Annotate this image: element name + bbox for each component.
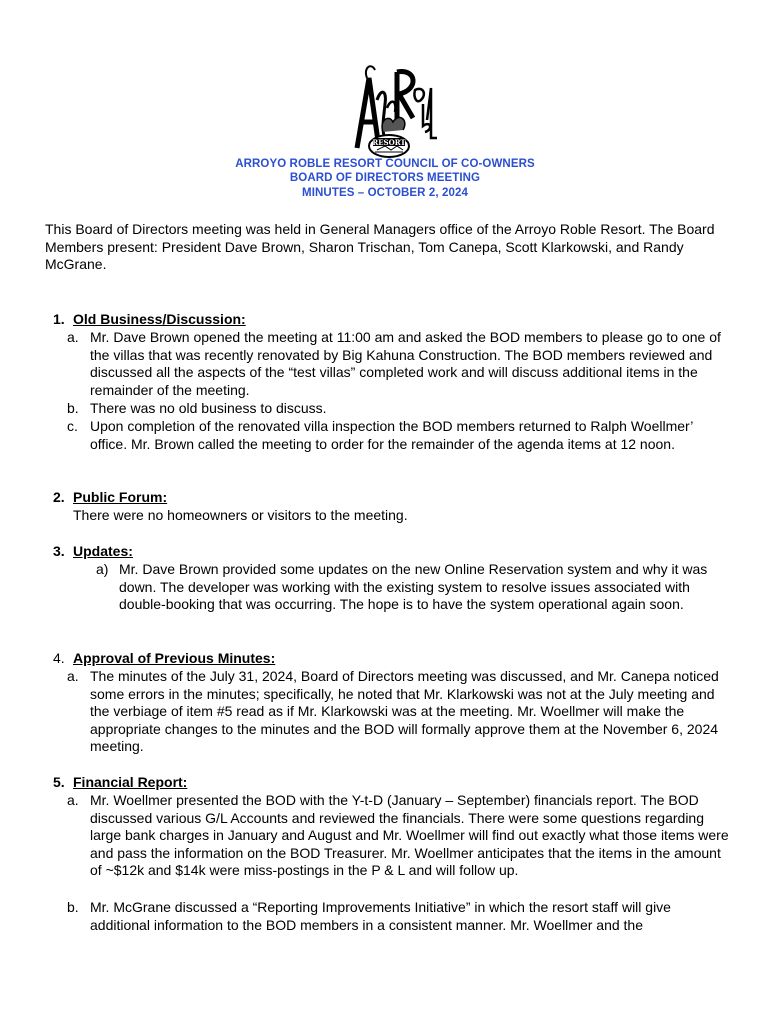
section-title: Public Forum: [73, 489, 168, 505]
meeting-title: BOARD OF DIRECTORS MEETING [289, 172, 481, 184]
list-item: The minutes of the July 31, 2024, Board of Directors meeting was discussed, and Mr. Canepa noticed some errors in the minutes; specifically, he noted that Mr. Klarkowski was not at the July meeting and the verbiage of item #5 read as if Mr. Klarkowski was at the meeting. Mr. Woellmer will make the appropriate changes to the minutes and the BOD will formally approve them at the November 6, 2024 meeting. [90, 668, 719, 754]
item-marker: a. [67, 668, 79, 684]
item-marker: b. [67, 899, 79, 915]
org-title: ARROYO ROBLE RESORT COUNCIL OF CO-OWNERS [235, 158, 535, 170]
list-item: Mr. Dave Brown opened the meeting at 11:00 am and asked the BOD members to please go to one of the villas that was recently renovated by Big Kahuna Construction. The BOD members reviewed and discussed all the aspects of the “test villas” completed work and will discuss additional items in the remainder of the meeting. [90, 329, 721, 398]
intro-paragraph: This Board of Directors meeting was held in General Managers office of the Arroyo Roble Resort. The Board Members present: President Dave Brown, Sharon Trischan, Tom Canepa, Scott Klarkowski, and Randy McGrane. [45, 221, 715, 272]
resort-logo-icon [327, 60, 439, 160]
item-marker: c. [67, 418, 78, 434]
svg-text:RESORT: RESORT [372, 138, 406, 147]
list-item: Mr. Woellmer presented the BOD with the Y-t-D (January – September) financials report. The BOD discussed various G/L Accounts and reviewed the financials. There were some questions regarding large bank charges in January and August and Mr. Woellmer will find out exactly what those items were and pass the information on the BOD Treasurer. Mr. Woellmer anticipates that the items in the amount of ~$12k and $14k were miss-postings in the P & L and will follow up. [90, 792, 729, 878]
section-number: 5. [53, 774, 65, 790]
item-marker: a. [67, 792, 79, 808]
section-title: Financial Report: [73, 774, 188, 790]
section-number: 2. [53, 489, 65, 505]
list-item: Upon completion of the renovated villa inspection the BOD members returned to Ralph Woellmer’ office. Mr. Brown called the meeting to order for the remainder of the agenda items at 12 noon. [90, 418, 693, 452]
section-title: Approval of Previous Minutes: [73, 650, 276, 666]
section-text: There were no homeowners or visitors to the meeting. [73, 507, 408, 523]
section-title: Old Business/Discussion: [73, 311, 246, 327]
item-marker: a. [67, 329, 79, 345]
section-number: 1. [53, 311, 65, 327]
list-item: There was no old business to discuss. [90, 400, 327, 416]
section-title: Updates: [73, 543, 133, 559]
section-number: 3. [53, 543, 65, 559]
item-marker: b. [67, 400, 79, 416]
minutes-date: MINUTES – OCTOBER 2, 2024 [302, 187, 468, 199]
item-marker: a) [96, 561, 109, 577]
list-item: Mr. McGrane discussed a “Reporting Improvements Initiative” in which the resort staff will give additional information to the BOD members in a consistent manner. Mr. Woellmer and the [90, 899, 671, 933]
section-number: 4. [53, 650, 65, 666]
list-item: Mr. Dave Brown provided some updates on the new Online Reservation system and why it was down. The developer was working with the existing system to resolve issues associated with double-booking that was occurring. The hope is to have the system operational again soon. [119, 561, 708, 612]
